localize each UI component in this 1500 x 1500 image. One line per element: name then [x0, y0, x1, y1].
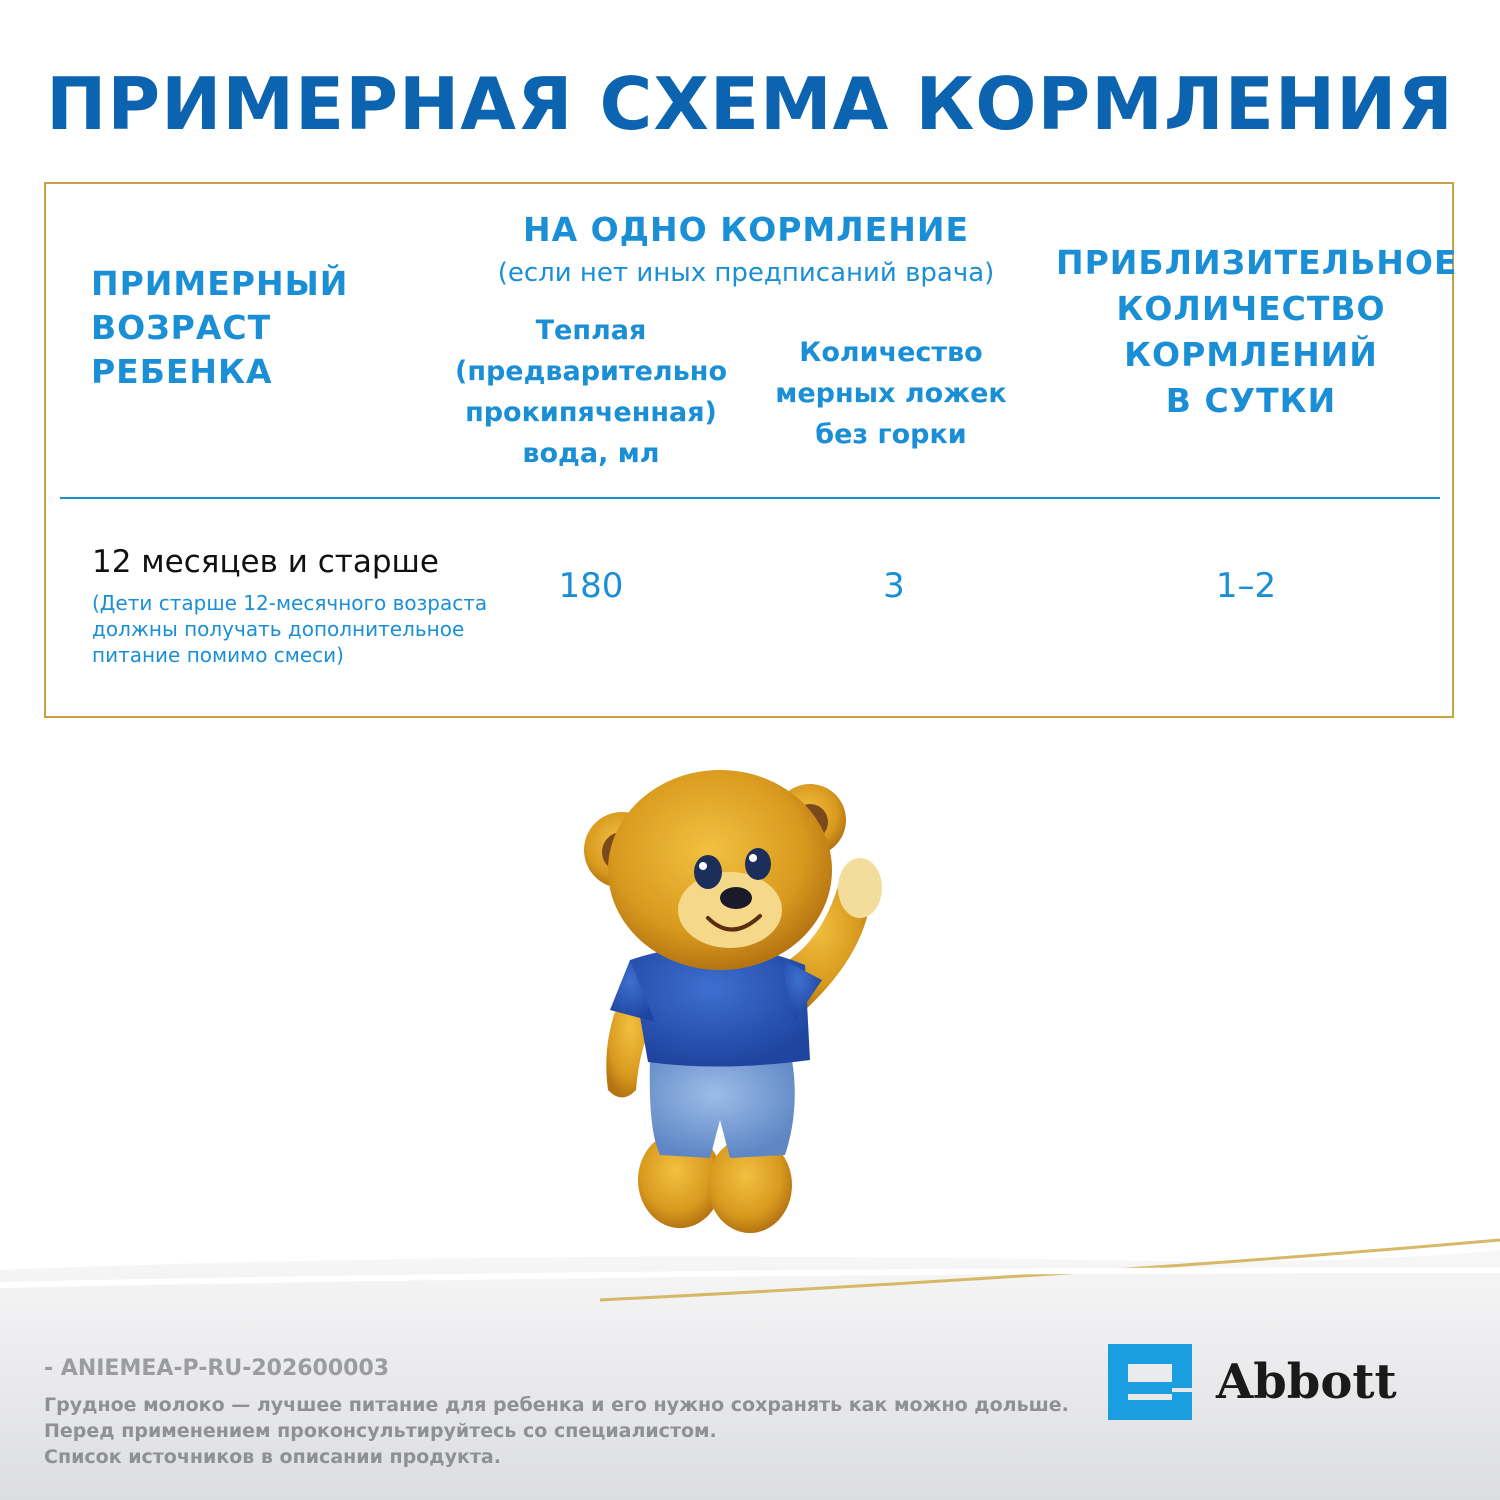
spoons-column-header: Количество мерных ложек без горки: [775, 337, 1007, 450]
abbott-logo: [1100, 1340, 1397, 1424]
age-column-header: ПРИМЕРНЫЙ ВОЗРАСТ РЕБЕНКА: [91, 264, 349, 391]
water-column-header: Теплая (предварительно прокипяченная) вода, мл: [454, 315, 727, 469]
feeding-table: [44, 182, 1458, 718]
brand-name: Abbott: [1216, 1354, 1397, 1410]
row-spoons: 3: [883, 566, 905, 606]
header-divider: [60, 497, 1440, 499]
row-daily-feedings: 1–2: [1215, 566, 1277, 606]
row-water-ml: 180: [558, 566, 624, 606]
disclaimer: Грудное молоко — лучшее питание для ребенка и его нужно сохранять как можно дольше. Перед применением проконсультируйтесь со специалистом. Список источников в описании продукта.: [44, 1394, 1069, 1468]
one-feeding-header: НА ОДНО КОРМЛЕНИЕ: [522, 210, 970, 249]
row-age-note: (Дети старше 12-месячного возраста должны получать дополнительное питание помимо смеси): [92, 591, 488, 667]
one-feeding-subheader: (если нет иных предписаний врача): [497, 258, 995, 288]
teddy-bear-icon: [560, 760, 900, 1240]
page-title: ПРИМЕРНАЯ СХЕМА КОРМЛЕНИЯ: [46, 62, 1454, 146]
daily-column-header: ПРИБЛИЗИТЕЛЬНОЕ КОЛИЧЕСТВО КОРМЛЕНИЙ В СУТКИ: [1056, 243, 1458, 420]
product-code: - ANIEMEA-P-RU-202600003: [44, 1356, 390, 1381]
row-age: 12 месяцев и старше: [92, 544, 439, 580]
abbott-logo-icon: [1100, 1340, 1200, 1424]
